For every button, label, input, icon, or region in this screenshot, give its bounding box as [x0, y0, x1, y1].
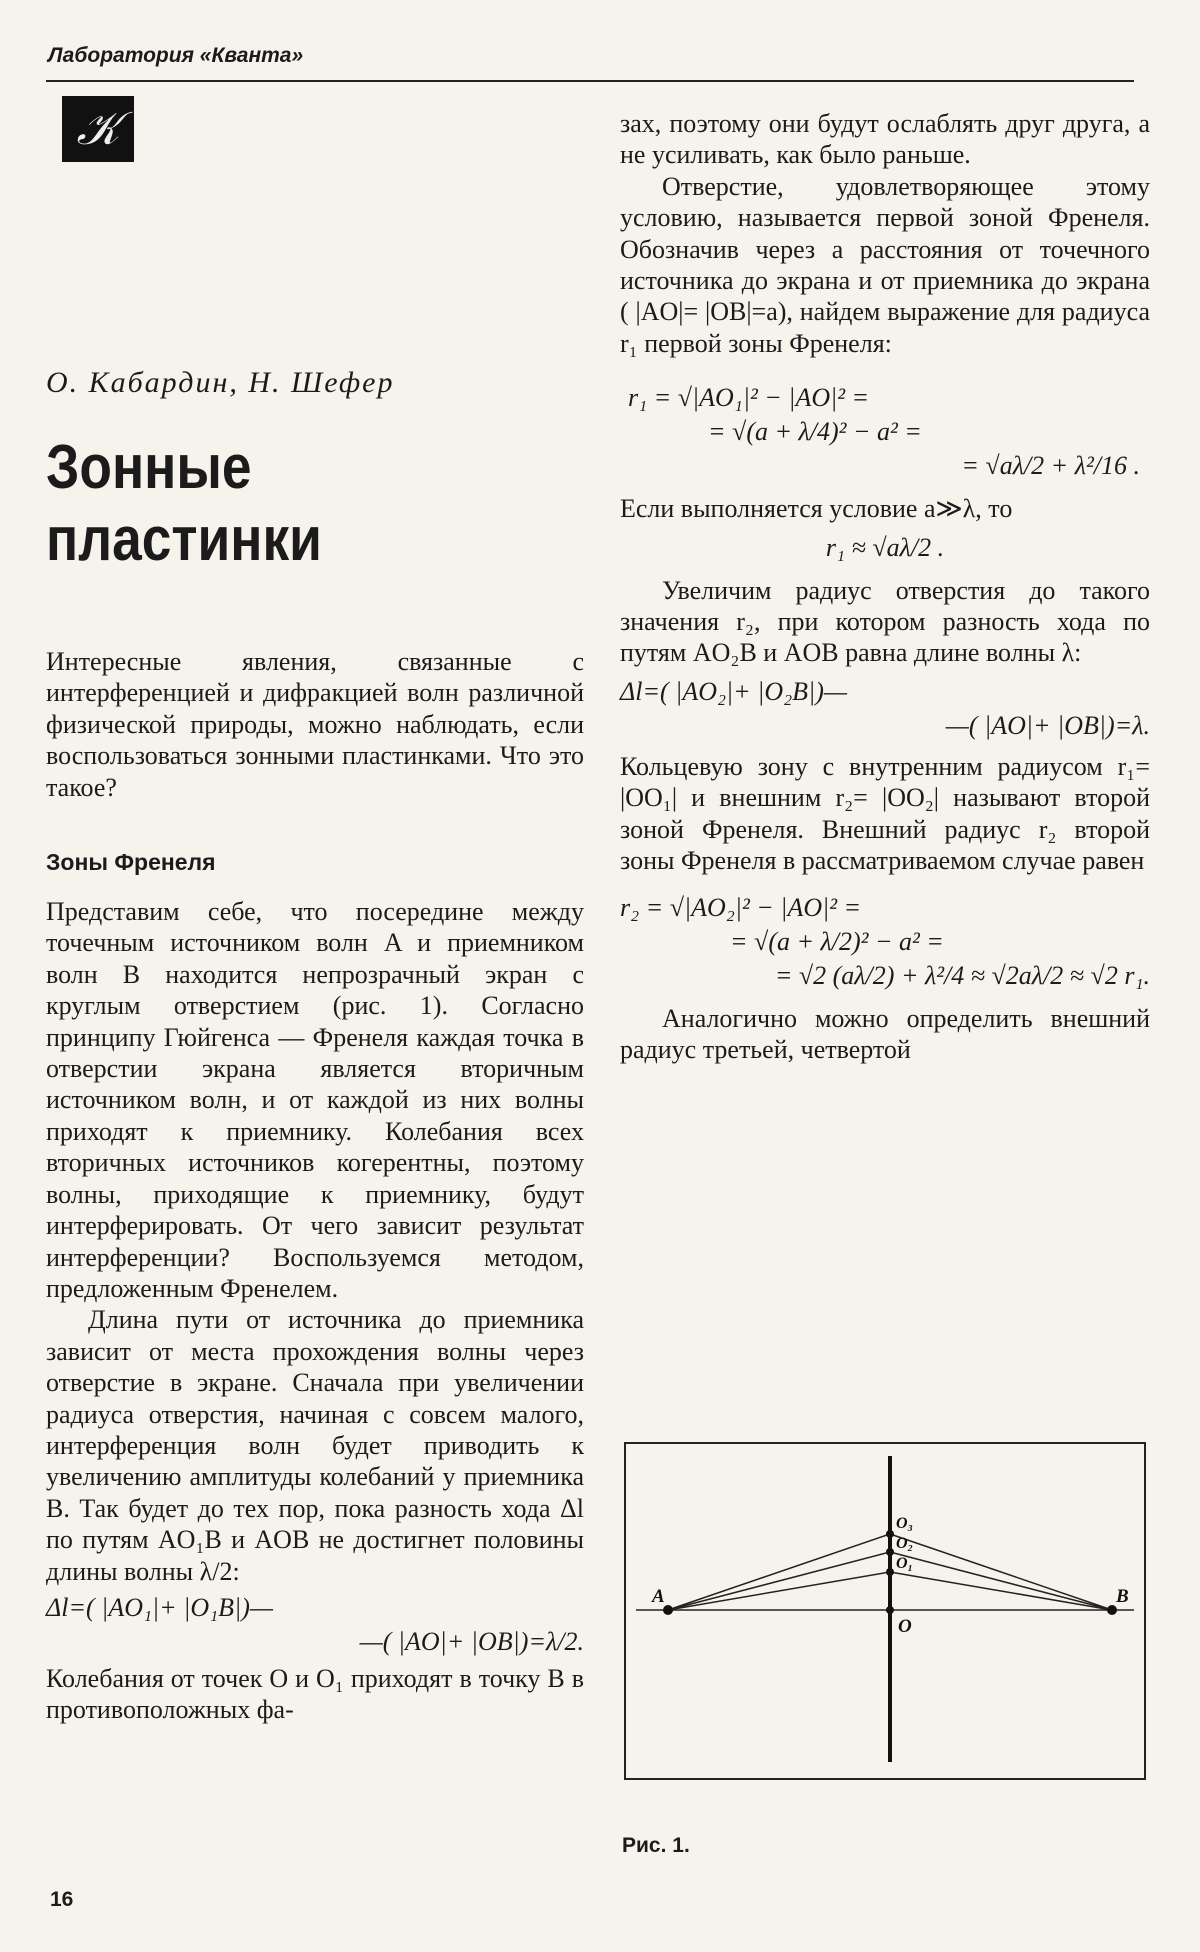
article-authors: О. Кабардин, Н. Шефер — [46, 366, 395, 399]
equation-line: —( |AO|+ |OB|)=λ. — [945, 710, 1150, 740]
left-column — [46, 646, 584, 1726]
label-o: O — [898, 1616, 912, 1637]
label-o2: O₂ — [896, 1535, 914, 1552]
equation-line: r₂ = √|AO₂|² − |AO|² = — [620, 892, 862, 922]
point-o2 — [886, 1548, 894, 1556]
ray-a-o1 — [668, 1572, 890, 1610]
page-number: 16 — [50, 1888, 74, 1911]
equation-line: = √aλ/2 + λ²/16 . — [961, 451, 1140, 481]
header-rule — [46, 80, 1134, 82]
right-column — [620, 108, 1150, 1065]
equation-r1-approx: r₁ ≈ √aλ/2 . — [825, 532, 945, 562]
ray-a-o3 — [668, 1534, 890, 1610]
ray-o1-b — [890, 1572, 1112, 1610]
equation-line: Δl=( |AO₁|+ |O₁B|)— — [46, 1592, 273, 1622]
ray-o2-b — [890, 1552, 1112, 1610]
paragraph: Колебания от точек O и O₁ приходят в точку B в противоположных фа- — [46, 1663, 584, 1725]
paragraph: Аналогично можно определить внешний радиус третьей, четвертой — [620, 1003, 1150, 1064]
section-heading: Зоны Френеля — [46, 849, 216, 876]
equation-r1 — [628, 381, 1150, 483]
equation-line: = √(a + λ/2)² − a² = — [730, 926, 944, 956]
paragraph: Отверстие, удовлетворяющее этому условию, называется первой зоной Френеля. Обозначив через a расстояния от точечного источника до экрана и от приемника до экрана ( |AO|= |OB|=a), найдем выражение для радиуса r₁ первой зоны Френеля: — [620, 171, 1150, 358]
title-line-1: Зонные — [46, 433, 252, 502]
ray-a-o2 — [668, 1552, 890, 1610]
equation-line: —( |AO|+ |OB|)=λ/2. — [359, 1626, 584, 1656]
equation-line: = √(a + λ/4)² − a² = — [708, 417, 922, 447]
title-line-2: пластинки — [46, 505, 322, 574]
label-b: B — [1116, 1586, 1129, 1607]
paragraph: Кольцевую зону с внутренним радиусом r₁= |OO₁| и внешним r₂= |OO₂| называют второй зоной Френеля. Внешний радиус r₂ второй зоны Френеля в рассматриваемом случае равен — [620, 751, 1150, 876]
point-o — [886, 1606, 894, 1614]
point-o1 — [886, 1568, 894, 1576]
point-o3 — [886, 1530, 894, 1538]
label-o3: O₃ — [896, 1515, 914, 1532]
figure-caption: Рис. 1. — [622, 1834, 690, 1857]
paragraph: Если выполняется условие a≫λ, то — [620, 494, 1013, 524]
paragraph: Увеличим радиус отверстия до такого значения r₂, при котором разность хода по путям AO₂B и AOB равна длине волны λ: — [620, 575, 1150, 668]
equation-line: r₁ = √|AO₁|² − |AO|² = — [628, 383, 870, 413]
kvant-logo-icon: 𝒦 — [62, 96, 134, 162]
article-title — [46, 432, 442, 576]
fresnel-zone-diagram — [624, 1442, 1146, 1780]
paragraph: Представим себе, что посередине между точечным источником волн A и приемником волн B находится непрозрачный экран с круглым отверстием (рис. 1). Согласно принципу Гюйгенса — Френеля каждая точка в отверстии экрана является вторичным источником волн, и от каждой из них волны приходят к приемнику. Колебания всех вторичных источников когерентны, поэтому волны, приходящие к приемнику, будут интерферировать. От чего зависит результат интерференции? Воспользуемся методом, предложенным Френелем. — [46, 897, 584, 1303]
equation-line: Δl=( |AO₂|+ |O₂B|)— — [620, 676, 847, 706]
ray-o3-b — [890, 1534, 1112, 1610]
label-a: A — [652, 1586, 665, 1607]
figure-frame — [625, 1443, 1145, 1779]
intro-paragraph: Интересные явления, связанные с интерференцией и дифракцией волн различной физической природы, можно наблюдать, если воспользоваться зонными пластинками. Что это такое? — [46, 647, 584, 802]
equation-path-difference-2 — [620, 675, 1150, 743]
equation-line: = √2 (aλ/2) + λ²/4 ≈ √2aλ/2 ≈ √2 r₁. — [774, 960, 1150, 990]
paragraph: зах, поэтому они будут ослаблять друг друга, а не усиливать, как было раньше. — [620, 109, 1150, 170]
section-title: Лаборатория «Кванта» — [48, 44, 304, 67]
label-o1: O₁ — [896, 1555, 914, 1572]
equation-r2 — [620, 891, 1150, 993]
equation-path-difference-1 — [46, 1591, 584, 1659]
paragraph: Длина пути от источника до приемника зависит от места прохождения волны через отверстие в экране. Сначала при увеличении радиуса отверстия, начиная с совсем малого, интерференция волн будет приводить к увеличению амплитуды колебаний у приемника B. Так будет до тех пор, пока разность хода Δl по путям AO₁B и AOB не достигнет половины длины волны λ/2: — [46, 1305, 584, 1586]
